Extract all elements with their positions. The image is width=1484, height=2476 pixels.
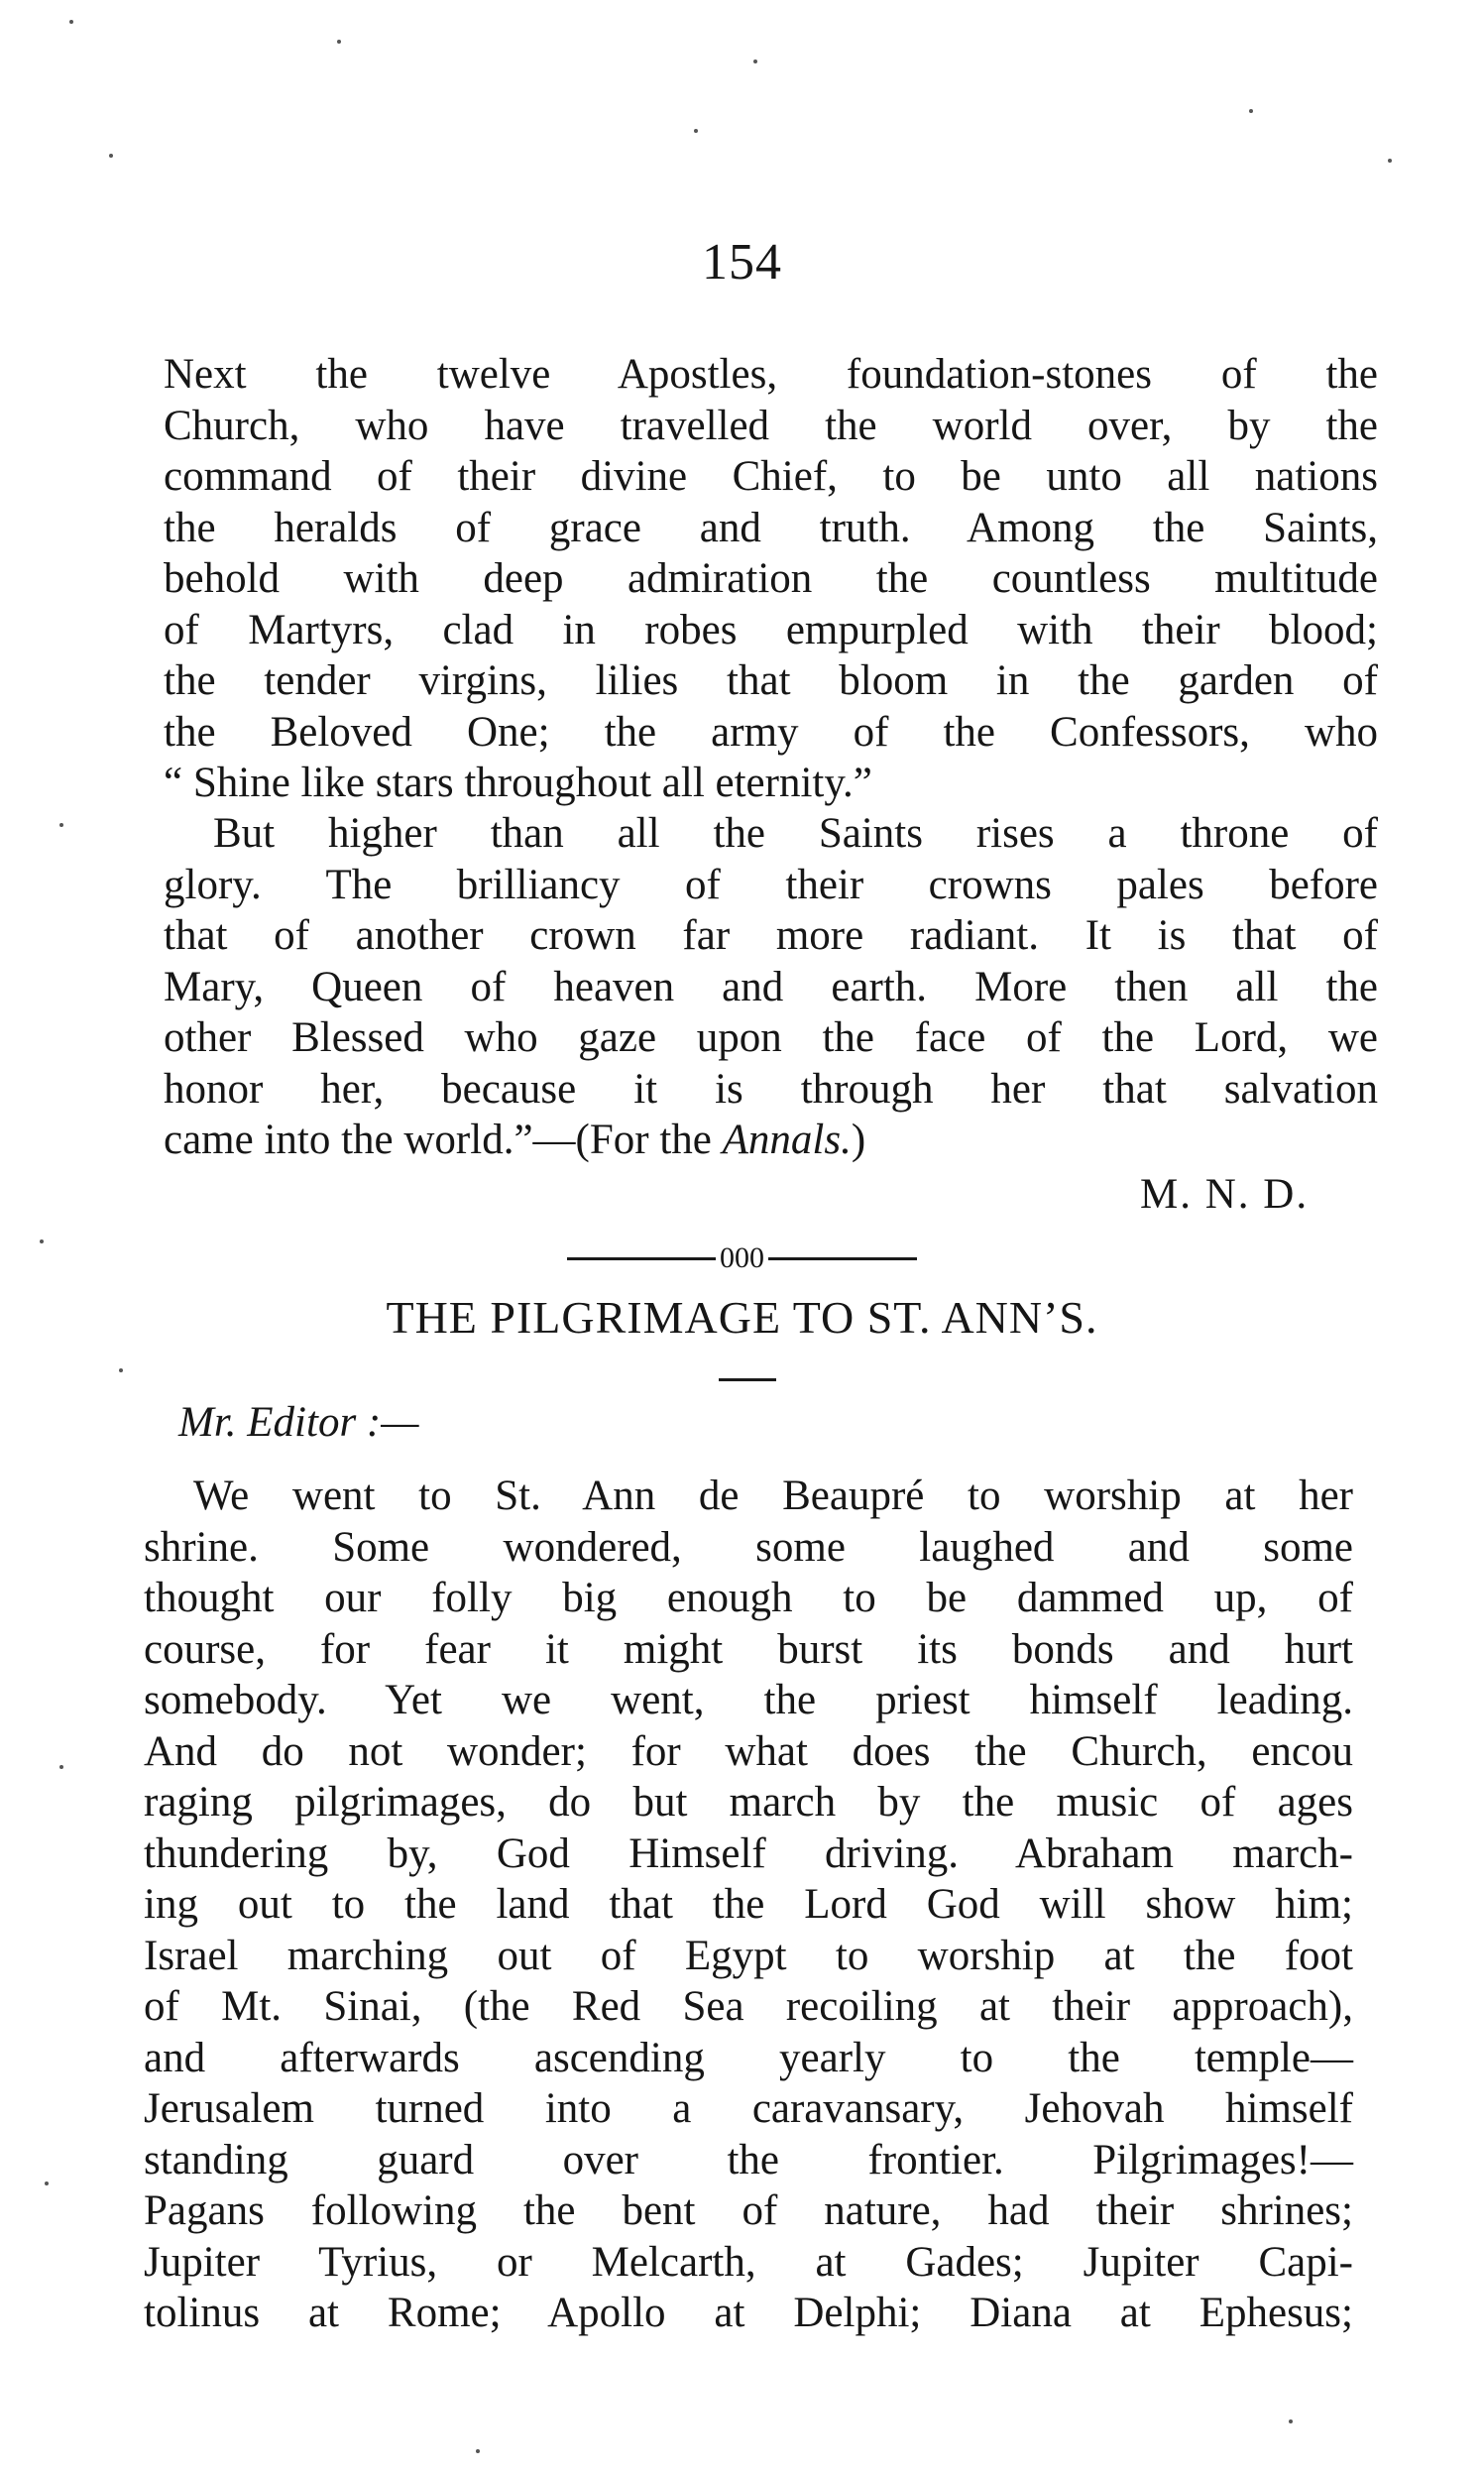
- text-line-final: [164, 1115, 1378, 1166]
- scan-speck: [1388, 159, 1392, 163]
- text-line: the heralds of grace and truth. Among the Saints,: [164, 504, 1378, 551]
- text-line: Jupiter Tyrius, or Melcarth, at Gades; Jupiter Capi-: [144, 2238, 1353, 2286]
- text-line: We went to St. Ann de Beaupré to worship at her: [193, 1473, 1353, 1519]
- text-line: Israel marching out of Egypt to worship at the foot: [144, 1932, 1353, 1979]
- text-line: of Mt. Sinai, (the Red Sea recoiling at their approach),: [144, 1983, 1353, 2030]
- scan-speck: [337, 40, 341, 44]
- scan-speck: [69, 20, 73, 24]
- text-line: But higher than all the Saints rises a throne of: [213, 810, 1378, 857]
- text-line: behold with deep admiration the countless multitude: [164, 555, 1378, 602]
- text-line: somebody. Yet we went, the priest himself leading.: [144, 1677, 1353, 1723]
- text-line: glory. The brilliancy of their crowns pales before: [164, 861, 1378, 908]
- text-line: command of their divine Chief, to be unto all nations: [164, 453, 1378, 500]
- scan-speck: [45, 2181, 49, 2185]
- text-line: thundering by, God Himself driving. Abraham march-: [144, 1829, 1353, 1877]
- divider-rule-left: [567, 1257, 716, 1260]
- text-line: tolinus at Rome; Apollo at Delphi; Diana at Ephesus;: [144, 2290, 1353, 2336]
- text-line: And do not wonder; for what does the Church, encou: [144, 1727, 1353, 1775]
- salutation: Mr. Editor :—: [178, 1399, 419, 1446]
- divider-rule-right: [768, 1257, 917, 1260]
- text-line: “ Shine like stars throughout all eternity.”: [164, 760, 872, 806]
- section-divider: [0, 1241, 1484, 1275]
- text-line: shrine. Some wondered, some laughed and some: [144, 1523, 1353, 1571]
- closing-paren: ): [851, 1117, 866, 1163]
- scan-speck: [59, 1765, 63, 1769]
- scan-speck: [119, 1368, 123, 1372]
- scan-speck: [109, 154, 113, 158]
- scan-speck: [1249, 109, 1253, 113]
- text-line: course, for fear it might burst its bonds and hurt: [144, 1625, 1353, 1673]
- text-fragment: came into the world.”—(For the: [164, 1117, 723, 1163]
- text-line: the Beloved One; the army of the Confessors, who: [164, 708, 1378, 756]
- text-line: Jerusalem turned into a caravansary, Jehovah himself: [144, 2085, 1353, 2132]
- text-line: standing guard over the frontier. Pilgrimages!—: [144, 2136, 1353, 2183]
- scan-speck: [753, 59, 757, 63]
- text-line: Next the twelve Apostles, foundation-stones of the: [164, 351, 1378, 398]
- section-title: THE PILGRIMAGE TO ST. ANN’S.: [386, 1292, 1098, 1343]
- scan-speck: [694, 129, 698, 133]
- text-line: Mary, Queen of heaven and earth. More then all the: [164, 963, 1378, 1010]
- text-line: of Martyrs, clad in robes empurpled with their blood;: [164, 606, 1378, 653]
- text-line: that of another crown far more radiant. It is that of: [164, 912, 1378, 959]
- scan-speck: [59, 823, 63, 827]
- text-line: other Blessed who gaze upon the face of the Lord, we: [164, 1014, 1378, 1061]
- author-signature: M. N. D.: [1140, 1171, 1310, 1218]
- paragraph-pilgrimage: [144, 1471, 1353, 2339]
- divider-ornament: 000: [720, 1241, 764, 1274]
- paragraph-apostles: [164, 349, 1378, 809]
- italic-source: Annals.: [722, 1117, 852, 1163]
- title-underline-rule: [719, 1378, 776, 1381]
- text-line: Church, who have travelled the world over, by the: [164, 402, 1378, 449]
- scan-speck: [476, 2449, 480, 2453]
- text-line: and afterwards ascending yearly to the temple—: [144, 2034, 1353, 2081]
- text-line: honor her, because it is through her that salvation: [164, 1065, 1378, 1113]
- page-number: 154: [702, 234, 782, 291]
- text-line: Pagans following the bent of nature, had their shrines;: [144, 2187, 1353, 2234]
- text-line: the tender virgins, lilies that bloom in the garden of: [164, 657, 1378, 704]
- paragraph-queen-of-heaven: [164, 808, 1378, 1166]
- text-line: thought our folly big enough to be dammed up, of: [144, 1575, 1353, 1621]
- scan-speck: [1289, 2419, 1293, 2423]
- scan-speck: [40, 1239, 44, 1243]
- text-line: raging pilgrimages, do but march by the music of ages: [144, 1779, 1353, 1826]
- text-line: ing out to the land that the Lord God will show him;: [144, 1881, 1353, 1928]
